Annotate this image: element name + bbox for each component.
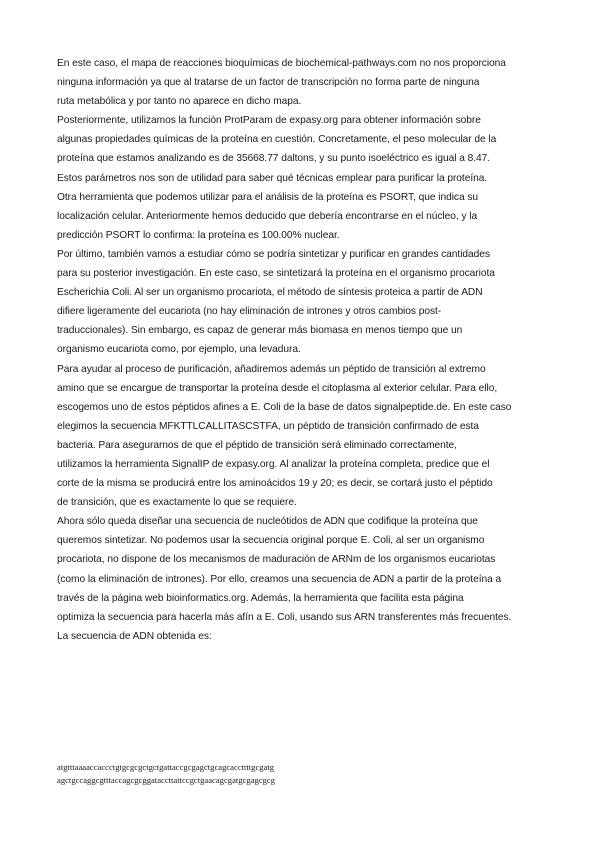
text-line: localización celular. Anteriormente hemos deducido que debería encontrarse en el núcleo, y la [57, 210, 478, 222]
text-line: utilizamos la herramienta SignalIP de expasy.org. Al analizar la proteína completa, predice que el [57, 458, 490, 470]
text-line: Para ayudar al proceso de purificación, añadiremos además un péptido de transición al extremo [57, 363, 486, 375]
text-line: escogemos uno de estos péptidos afines a E. Coli de la base de datos signalpeptide.de. En este caso [57, 401, 512, 413]
text-line: Por último, también vamos a estudiar cómo se podría sintetizar y purificar en grandes cantidades [57, 248, 490, 260]
text-line: optimiza la secuencia para hacerla más afín a E. Coli, usando sus ARN transferentes más frecuentes. [57, 611, 512, 623]
text-line: Estos parámetros nos son de utilidad para saber qué técnicas emplear para purificar la proteína. [57, 172, 488, 184]
text-line: traduccionales). Sin embargo, es capaz de generar más biomasa en menos tiempo que un [57, 325, 463, 337]
text-line: amino que se encargue de transportar la proteína desde el citoplasma al exterior celular. Para ello, [57, 382, 498, 394]
text-line: predicción PSORT lo confirma: la proteína es 100.00% nuclear. [57, 229, 340, 241]
text-line: ruta metabólica y por tanto no aparece en dicho mapa. [57, 96, 302, 108]
text-line: Posteriormente, utilizamos la función ProtParam de expasy.org para obtener información sobre [57, 115, 481, 127]
text-line: proteína que estamos analizando es de 35668.77 daltons, y su punto isoeléctrico es igual a 8.47. [57, 153, 490, 165]
text-line: (como la eliminación de intrones). Por ello, creamos una secuencia de ADN a partir de la proteína a [57, 573, 502, 585]
text-line: ninguna información ya que al tratarse de un factor de transcripción no forma parte de ninguna [57, 77, 480, 89]
text-line: La secuencia de ADN obtenida es: [57, 630, 212, 642]
sequence-line: agctgccaggcgtttaccagcgcggataccttattccgctgaacagcgatgcgagcgcg [57, 775, 276, 785]
text-line: algunas propiedades químicas de la proteína en cuestión. Concretamente, el peso molecular de la [57, 134, 497, 146]
sequence-line: atgtttaaaaccaccctgtgcgcgctgctgattaccgcgagctgcagcaccttttgcgatg [57, 762, 275, 772]
text-line: corte de la misma se producirá entre los aminoácidos 19 y 20; es decir, se cortará justo el péptido [57, 478, 493, 490]
text-line: Ahora sólo queda diseñar una secuencia de nucleótidos de ADN que codifique la proteína que [57, 516, 478, 528]
text-line: elegimos la secuencia MFKTTLCALLITASCSTFA, un péptido de transición confirmado de esta [57, 420, 479, 432]
dna-sequence [57, 761, 543, 787]
text-line: En este caso, el mapa de reacciones bioquímicas de biochemical-pathways.com no nos proporciona [57, 58, 506, 69]
text-line: bacteria. Para asegurarnos de que el péptido de transición será eliminado correctamente, [57, 439, 457, 451]
text-line: para su posterior investigación. En este caso, se sintetizará la proteína en el organismo procariota [57, 268, 495, 280]
body-text [57, 54, 543, 646]
text-line: de transición, que es exactamente lo que se requiere. [57, 497, 297, 509]
text-line: organismo eucariota como, por ejemplo, una levadura. [57, 344, 301, 356]
text-line: través de la página web bioinformatics.org. Además, la herramienta que facilita esta página [57, 592, 464, 604]
text-line: Escherichia Coli. Al ser un organismo procariota, el método de síntesis proteica a partir de ADN [57, 287, 483, 299]
text-line: queremos sintetizar. No podemos usar la secuencia original porque E. Coli, al ser un organismo [57, 535, 485, 547]
text-line: Otra herramienta que podemos utilizar para el análisis de la proteína es PSORT, que indica su [57, 191, 479, 203]
text-line: procariota, no dispone de los mecanismos de maduración de ARNm de los organismos eucariotas [57, 554, 496, 566]
text-line: difiere ligeramente del eucariota (no hay eliminación de intrones y otros cambios post- [57, 306, 442, 318]
